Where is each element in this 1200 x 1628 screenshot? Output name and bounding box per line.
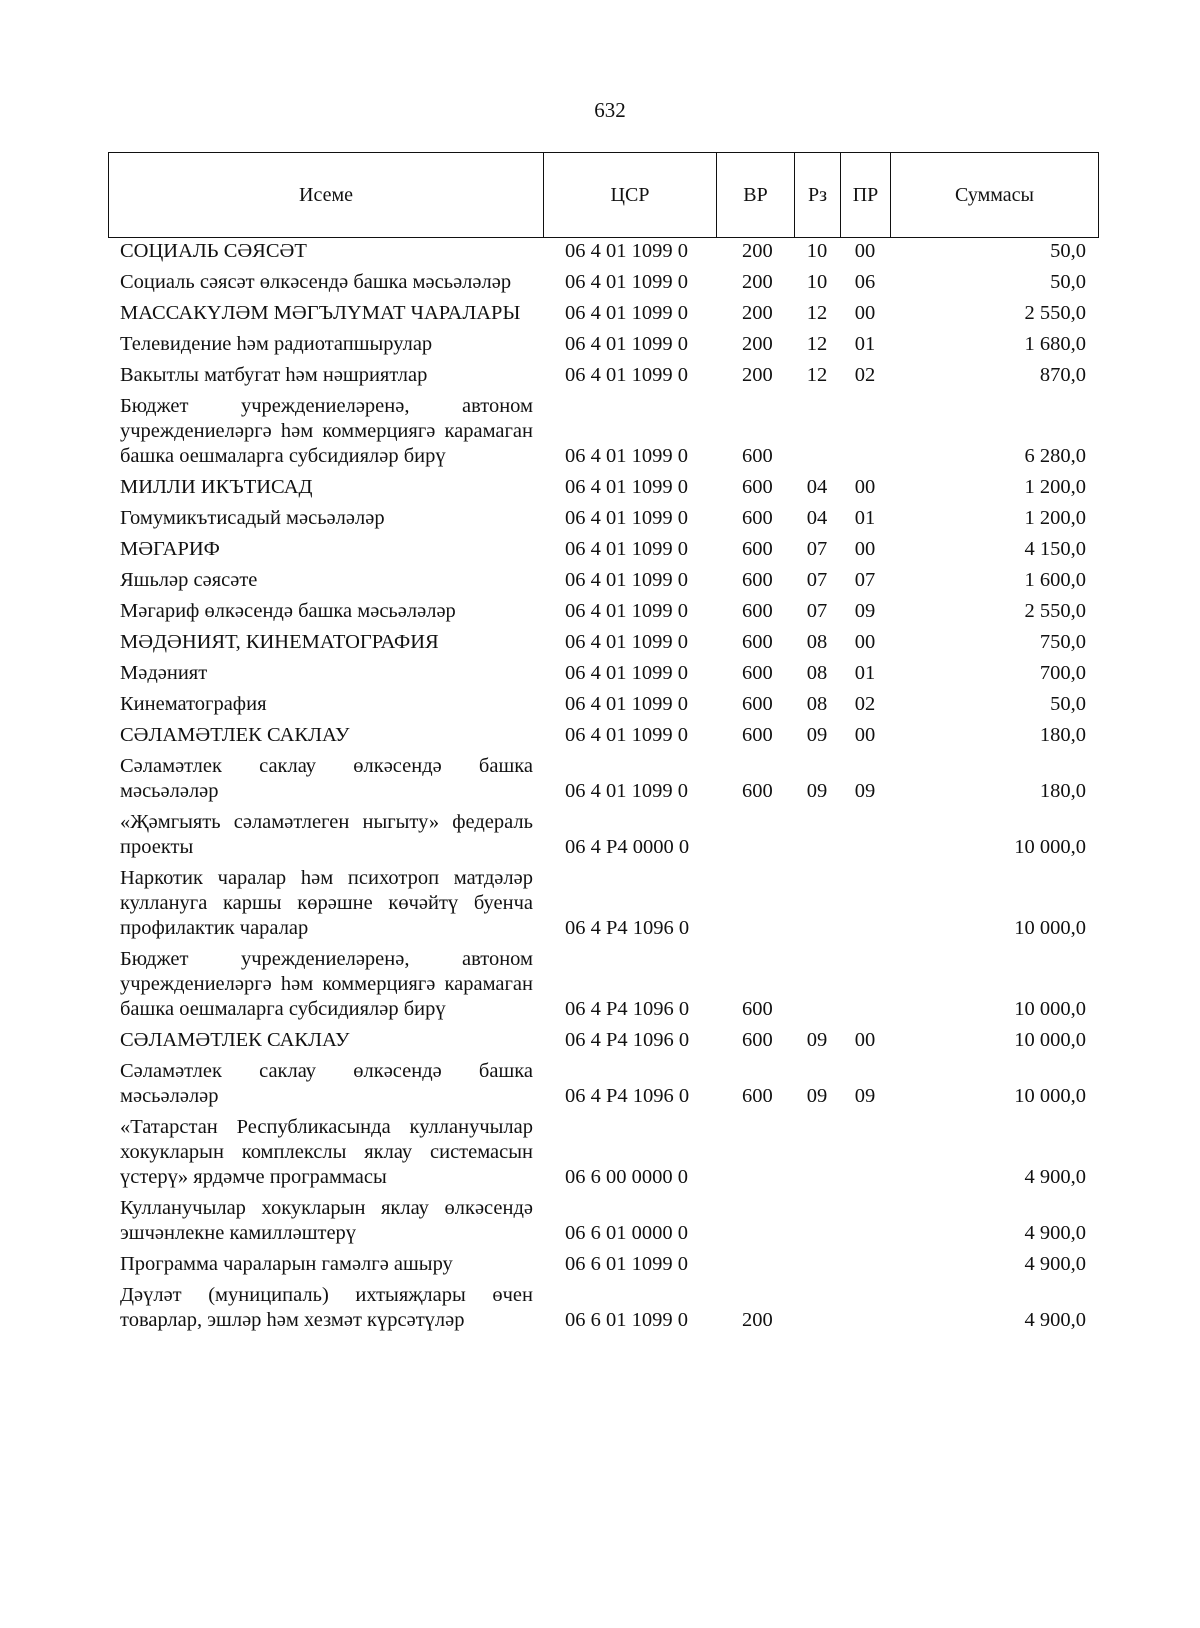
table-row <box>108 751 1098 807</box>
row-name: Бюджет учреждениеләренә, автоном учреждениеләргә һәм коммерциягә карамаган башка оешмаларга субсидияләр бирү <box>120 948 533 1020</box>
row-sum: 1 200,0 <box>1024 507 1086 529</box>
row-rz-code: 08 <box>806 693 828 715</box>
row-pr-code: 09 <box>854 780 876 802</box>
row-name: Наркотик чаралар һәм психотроп матдәләр куллануга каршы көрәшне көчәйтү буенча профилактик чаралар <box>120 867 533 939</box>
table-row <box>108 503 1098 534</box>
row-name: Кинематография <box>120 693 267 715</box>
row-sum: 50,0 <box>1050 240 1086 262</box>
table-row <box>108 720 1098 751</box>
table-row <box>108 863 1098 944</box>
row-rz-code: 12 <box>806 302 828 324</box>
row-vr-code <box>716 1249 794 1280</box>
row-vr-code: 600 <box>742 780 773 802</box>
row-csr-code: 06 4 01 1099 0 <box>565 240 688 262</box>
row-sum: 180,0 <box>1039 724 1086 746</box>
row-csr-code: 06 4 01 1099 0 <box>565 507 688 529</box>
row-pr-code <box>840 391 890 472</box>
row-csr-code: 06 6 01 1099 0 <box>565 1309 688 1331</box>
row-csr-code: 06 4 01 1099 0 <box>565 445 688 467</box>
row-rz-code <box>794 863 840 944</box>
row-csr-code: 06 4 01 1099 0 <box>565 364 688 386</box>
row-csr-code: 06 6 01 1099 0 <box>565 1253 688 1275</box>
row-sum: 4 900,0 <box>1024 1309 1086 1331</box>
row-pr-code: 00 <box>854 476 876 498</box>
budget-table <box>108 236 1098 1336</box>
row-sum: 10 000,0 <box>1014 998 1086 1020</box>
row-name: Гомумикътисадый мәсьәләләр <box>120 507 385 529</box>
row-name: «Татарстан Республикасында кулланучылар хокукларын комплекслы яклау системасын үстерү» ярдәмче программасы <box>120 1116 533 1188</box>
page-number: 632 <box>594 98 626 122</box>
row-pr-code: 00 <box>854 302 876 324</box>
row-vr-code: 600 <box>742 600 773 622</box>
row-rz-code: 08 <box>806 631 828 653</box>
row-csr-code: 06 4 01 1099 0 <box>565 693 688 715</box>
row-pr-code: 09 <box>854 600 876 622</box>
row-pr-code: 06 <box>854 271 876 293</box>
row-name: Телевидение һәм радиотапшырулар <box>120 333 433 355</box>
row-sum: 4 900,0 <box>1024 1166 1086 1188</box>
table-row <box>108 1193 1098 1249</box>
row-vr-code: 600 <box>742 507 773 529</box>
header-pr: ПР <box>841 153 891 238</box>
row-pr-code: 00 <box>854 240 876 262</box>
row-csr-code: 06 4 01 1099 0 <box>565 724 688 746</box>
row-csr-code: 06 4 P4 1096 0 <box>565 1085 690 1107</box>
row-name: Яшьләр сәясәте <box>120 569 258 591</box>
row-vr-code: 200 <box>742 271 773 293</box>
row-sum: 1 600,0 <box>1024 569 1086 591</box>
table-row <box>108 1280 1098 1336</box>
row-name: СӘЛАМӘТЛЕК САКЛАУ <box>120 1029 350 1051</box>
row-name: Дәүләт (муниципаль) ихтыяҗлары өчен товарлар, эшләр һәм хезмәт күрсәтүләр <box>120 1284 533 1331</box>
row-pr-code <box>840 1193 890 1249</box>
row-rz-code: 10 <box>806 240 828 262</box>
row-vr-code: 200 <box>742 240 773 262</box>
row-rz-code: 10 <box>806 271 828 293</box>
row-name: Социаль сәясәт өлкәсендә башка мәсьәләләр <box>120 271 512 293</box>
header-sum: Суммасы <box>891 153 1099 238</box>
row-csr-code: 06 4 01 1099 0 <box>565 780 688 802</box>
row-name: Бюджет учреждениеләренә, автоном учреждениеләргә һәм коммерциягә карамаган башка оешмаларга субсидияләр бирү <box>120 395 533 467</box>
row-sum: 6 280,0 <box>1024 445 1086 467</box>
row-sum: 700,0 <box>1039 662 1086 684</box>
row-rz-code <box>794 1112 840 1193</box>
row-rz-code: 09 <box>806 724 828 746</box>
header-rz: Рз <box>795 153 841 238</box>
row-csr-code: 06 4 01 1099 0 <box>565 538 688 560</box>
header-name: Исеме <box>109 153 544 238</box>
row-rz-code <box>794 391 840 472</box>
row-sum: 1 200,0 <box>1024 476 1086 498</box>
row-csr-code: 06 4 P4 1096 0 <box>565 998 690 1020</box>
table-row <box>108 267 1098 298</box>
row-pr-code <box>840 1249 890 1280</box>
row-name: МӘГАРИФ <box>120 538 220 560</box>
table-row <box>108 1025 1098 1056</box>
row-sum: 50,0 <box>1050 271 1086 293</box>
row-name: МИЛЛИ ИКЪТИСАД <box>120 476 313 498</box>
row-rz-code: 12 <box>806 333 828 355</box>
table-row <box>108 689 1098 720</box>
row-vr-code: 200 <box>742 333 773 355</box>
row-csr-code: 06 6 01 0000 0 <box>565 1222 688 1244</box>
table-row <box>108 807 1098 863</box>
row-csr-code: 06 6 00 0000 0 <box>565 1166 688 1188</box>
row-sum: 2 550,0 <box>1024 302 1086 324</box>
row-vr-code <box>716 1193 794 1249</box>
row-sum: 10 000,0 <box>1014 1029 1086 1051</box>
row-rz-code <box>794 944 840 1025</box>
row-csr-code: 06 4 01 1099 0 <box>565 631 688 653</box>
row-csr-code: 06 4 01 1099 0 <box>565 569 688 591</box>
row-sum: 2 550,0 <box>1024 600 1086 622</box>
row-name: Сәламәтлек саклау өлкәсендә башка мәсьәләләр <box>120 1060 533 1107</box>
row-name: Вакытлы матбугат һәм нәшриятлар <box>120 364 428 386</box>
table-row <box>108 472 1098 503</box>
row-vr-code <box>716 863 794 944</box>
table-row <box>108 236 1098 267</box>
row-pr-code <box>840 944 890 1025</box>
row-name: Сәламәтлек саклау өлкәсендә башка мәсьәләләр <box>120 755 533 802</box>
row-name: Кулланучылар хокукларын яклау өлкәсендә эшчәнлекне камилләштерү <box>120 1197 533 1244</box>
row-rz-code: 04 <box>806 476 828 498</box>
table-row <box>108 658 1098 689</box>
row-vr-code: 600 <box>742 998 773 1020</box>
table-row <box>108 596 1098 627</box>
row-vr-code: 600 <box>742 445 773 467</box>
row-pr-code <box>840 1280 890 1336</box>
header-vr: ВР <box>717 153 795 238</box>
row-vr-code <box>716 807 794 863</box>
row-pr-code: 00 <box>854 631 876 653</box>
table-row <box>108 627 1098 658</box>
row-vr-code: 600 <box>742 1085 773 1107</box>
row-sum: 10 000,0 <box>1014 836 1086 858</box>
row-rz-code: 08 <box>806 662 828 684</box>
row-rz-code <box>794 1193 840 1249</box>
row-pr-code: 07 <box>854 569 876 591</box>
row-pr-code: 00 <box>854 724 876 746</box>
row-csr-code: 06 4 P4 1096 0 <box>565 1029 690 1051</box>
row-vr-code: 600 <box>742 662 773 684</box>
row-rz-code: 09 <box>806 780 828 802</box>
table-row <box>108 1249 1098 1280</box>
row-pr-code: 01 <box>854 507 876 529</box>
row-pr-code: 09 <box>854 1085 876 1107</box>
row-rz-code: 04 <box>806 507 828 529</box>
row-vr-code: 600 <box>742 693 773 715</box>
row-sum: 4 900,0 <box>1024 1222 1086 1244</box>
row-sum: 10 000,0 <box>1014 1085 1086 1107</box>
row-name: Мәдәният <box>120 662 208 684</box>
row-pr-code <box>840 807 890 863</box>
row-name: МАССАКҮЛӘМ МӘГЪЛҮМАТ ЧАРАЛАРЫ <box>120 302 521 324</box>
row-name: Мәгариф өлкәсендә башка мәсьәләләр <box>120 600 456 622</box>
row-rz-code: 07 <box>806 569 828 591</box>
row-vr-code: 200 <box>742 1309 773 1331</box>
row-pr-code <box>840 1112 890 1193</box>
row-rz-code: 09 <box>806 1085 828 1107</box>
row-csr-code: 06 4 01 1099 0 <box>565 271 688 293</box>
table-row <box>108 565 1098 596</box>
table-row <box>108 534 1098 565</box>
row-sum: 180,0 <box>1039 780 1086 802</box>
row-vr-code: 600 <box>742 724 773 746</box>
row-rz-code: 07 <box>806 538 828 560</box>
row-rz-code: 09 <box>806 1029 828 1051</box>
row-sum: 10 000,0 <box>1014 917 1086 939</box>
row-name: Программа чараларын гамәлгә ашыру <box>120 1253 453 1275</box>
row-pr-code: 01 <box>854 333 876 355</box>
row-vr-code: 200 <box>742 364 773 386</box>
row-csr-code: 06 4 P4 0000 0 <box>565 836 690 858</box>
row-csr-code: 06 4 01 1099 0 <box>565 476 688 498</box>
row-pr-code: 01 <box>854 662 876 684</box>
row-name: МӘДӘНИЯТ, КИНЕМАТОГРАФИЯ <box>120 631 439 653</box>
table-row <box>108 1056 1098 1112</box>
header-csr: ЦСР <box>544 153 717 238</box>
row-vr-code: 600 <box>742 569 773 591</box>
row-vr-code: 600 <box>742 476 773 498</box>
row-name: СОЦИАЛЬ СӘЯСӘТ <box>120 240 307 262</box>
row-sum: 1 680,0 <box>1024 333 1086 355</box>
row-pr-code: 02 <box>854 693 876 715</box>
row-csr-code: 06 4 P4 1096 0 <box>565 917 690 939</box>
row-sum: 870,0 <box>1039 364 1086 386</box>
row-sum: 4 150,0 <box>1024 538 1086 560</box>
row-rz-code <box>794 1249 840 1280</box>
row-vr-code: 600 <box>742 538 773 560</box>
row-csr-code: 06 4 01 1099 0 <box>565 302 688 324</box>
row-name: СӘЛАМӘТЛЕК САКЛАУ <box>120 724 350 746</box>
row-vr-code: 600 <box>742 1029 773 1051</box>
row-pr-code: 00 <box>854 538 876 560</box>
table-body <box>108 236 1098 1336</box>
row-vr-code: 200 <box>742 302 773 324</box>
row-pr-code: 02 <box>854 364 876 386</box>
header-row <box>109 153 1099 238</box>
table-row <box>108 329 1098 360</box>
row-sum: 750,0 <box>1039 631 1086 653</box>
row-csr-code: 06 4 01 1099 0 <box>565 333 688 355</box>
table-row <box>108 1112 1098 1193</box>
table-row <box>108 360 1098 391</box>
row-sum: 50,0 <box>1050 693 1086 715</box>
row-rz-code: 07 <box>806 600 828 622</box>
row-rz-code: 12 <box>806 364 828 386</box>
row-rz-code <box>794 807 840 863</box>
row-pr-code <box>840 863 890 944</box>
row-sum: 4 900,0 <box>1024 1253 1086 1275</box>
table-row <box>108 298 1098 329</box>
row-rz-code <box>794 1280 840 1336</box>
table-row <box>108 944 1098 1025</box>
row-vr-code <box>716 1112 794 1193</box>
row-csr-code: 06 4 01 1099 0 <box>565 600 688 622</box>
table-header <box>108 152 1099 238</box>
row-name: «Җәмгыять сәламәтлеген ныгыту» федераль проекты <box>120 811 533 858</box>
row-csr-code: 06 4 01 1099 0 <box>565 662 688 684</box>
row-vr-code: 600 <box>742 631 773 653</box>
row-pr-code: 00 <box>854 1029 876 1051</box>
table-row <box>108 391 1098 472</box>
